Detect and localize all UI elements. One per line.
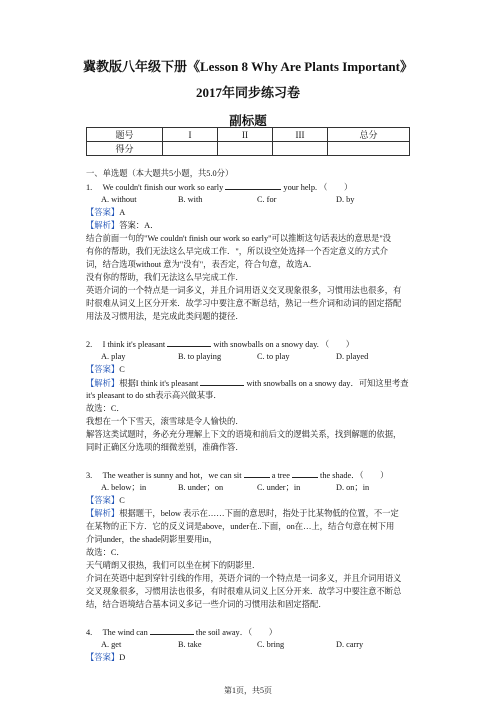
score-table-header-row xyxy=(87,128,410,142)
analysis-text: 时很难从词义上区分开来．故学习中要注意不断总结，熟记一些介词和动词的固定搭配 xyxy=(86,299,402,308)
answer-line: 【答案】C xyxy=(86,496,125,505)
analysis-text: 词，结合选项without 意为"没有"，表否定，符合句意，故选A． xyxy=(86,260,318,269)
analysis-text: 天气晴朗又很热，我们可以坐在树下的阴影里． xyxy=(86,561,261,570)
score-header-cell: 题号 xyxy=(87,128,163,142)
option-c: C. under；in xyxy=(257,483,301,492)
score-table xyxy=(86,127,410,156)
answer-line: 【答案】C xyxy=(86,365,125,374)
answer-line: 【答案】A xyxy=(86,208,126,217)
option-c: C. to play xyxy=(257,352,290,361)
document-subtitle: 副标题 xyxy=(229,114,267,128)
analysis-text: 没有你的帮助，我们无法这么早完成工作． xyxy=(86,273,244,282)
analysis-text: 故选：C． xyxy=(86,548,125,557)
option-d: D. on；in xyxy=(336,483,370,492)
score-header-cell: III xyxy=(273,128,328,142)
option-b: B. under；on xyxy=(178,483,224,492)
analysis-text: 用法及习惯用法，是完成此类问题的捷径． xyxy=(86,312,244,321)
option-c: C. for xyxy=(257,195,277,204)
analysis-text: 在某物的正下方．它的反义词是above，under在..下面，on在…上，结合句意在树下用 xyxy=(86,522,395,531)
score-header-cell: II xyxy=(218,128,273,142)
option-a: A. below；in xyxy=(101,483,147,492)
analysis-text: 结合前面一句的"We couldn't finish our work so early"可以推断这句话表达的意思是"没 xyxy=(86,234,392,243)
analysis-text: 有你的帮助，我们无法这么早完成工作．"，所以设空处选择一个否定意义的方式介 xyxy=(86,247,389,256)
analysis-text: 故选：C． xyxy=(86,404,125,413)
page-footer: 第1页，共5页 xyxy=(224,686,272,695)
analysis-text: 交叉现象很多，习惯用法也很多，有时很难从词义上区分开来．故学习中要注意不断总 xyxy=(86,587,402,596)
analysis-text: 结，结合语境结合基本词义多记一些介词的习惯用法和固定搭配． xyxy=(86,600,327,609)
option-b: B. to playing xyxy=(178,352,222,361)
score-table-row xyxy=(87,142,410,156)
question-1: 1. We couldn't finish our work so early your help. （ ） xyxy=(86,183,353,192)
score-row-label: 得分 xyxy=(87,142,163,156)
score-header-cell: 总分 xyxy=(328,128,410,142)
option-b: B. take xyxy=(178,640,202,649)
analysis-text: 解答这类试题时，务必充分理解上下文的语境和前后文的逻辑关系，找到解题的依据， xyxy=(86,430,402,439)
option-a: A. get xyxy=(101,640,122,649)
question-4: 4. The wind can the soil away．（ ） xyxy=(86,628,278,637)
document-title-line2: 2017年同步练习卷 xyxy=(195,85,300,100)
option-a: A. play xyxy=(101,352,126,361)
option-d: D. by xyxy=(336,195,355,204)
option-d: D. played xyxy=(336,352,369,361)
analysis-line: 【解析】答案：A． xyxy=(86,221,159,230)
analysis-line: 【解析】根据题干，below 表示在……下面的意思时，指处于比某物低的位置，不一定 xyxy=(86,509,399,518)
analysis-text: 同时正确区分选项的细微差别，准确作答． xyxy=(86,443,244,452)
analysis-text: 介词under，the shade阴影里要用in， xyxy=(86,535,218,544)
analysis-text: it's pleasant to do sth表示高兴做某事． xyxy=(86,391,222,400)
question-2: 2. I think it's pleasant with snowballs on a snowy day. （ ） xyxy=(86,340,355,349)
answer-line: 【答案】D xyxy=(86,653,126,662)
document-title: 冀教版八年级下册《Lesson 8 Why Are Plants Important》 xyxy=(83,59,413,74)
option-a: A. without xyxy=(101,195,137,204)
analysis-line: 【解析】根据I think it's pleasant with snowballs on a snowy day．可知这里考查 xyxy=(86,379,409,388)
option-b: B. with xyxy=(178,195,203,204)
question-3: 3. The weather is sunny and hot，we can sit a tree the shade．（ ） xyxy=(86,471,389,480)
option-d: D. carry xyxy=(336,640,364,649)
score-header-cell: I xyxy=(163,128,218,142)
analysis-text: 英语介词的一个特点是一词多义，并且介词用语义交叉现象很多，习惯用法也很多，有 xyxy=(86,286,402,295)
section-heading: 一、单选题（本大题共5小题，共5.0分） xyxy=(86,169,234,178)
option-c: C. bring xyxy=(257,640,285,649)
analysis-text: 我想在一个下雪天，滚雪球是令人愉快的． xyxy=(86,417,244,426)
analysis-text: 介词在英语中起到穿针引线的作用，英语介词的一个特点是一词多义，并且介词用语义 xyxy=(86,574,402,583)
